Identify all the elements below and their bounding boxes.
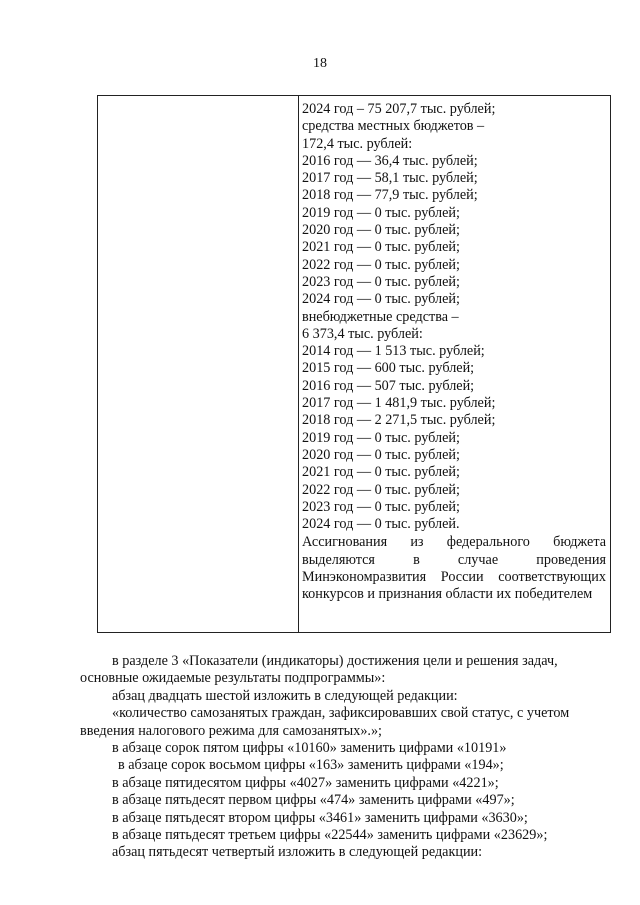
amendment-line: основные ожидаемые результаты подпрограммы»:	[80, 670, 386, 687]
amendment-line: в абзаце пятьдесят первом цифры «474» заменить цифрами «497»;	[112, 792, 515, 809]
funding-line: 2018 год — 77,9 тыс. рублей;	[302, 187, 478, 204]
funding-line: 2023 год — 0 тыс. рублей;	[302, 498, 460, 515]
federal-budget-note: Ассигнования из федерального бюджета выделяются в случае проведения Минэкономразвития России соответствующих конкурсов и признания области их победителем	[302, 534, 606, 603]
funding-line: 2024 год — 0 тыс. рублей.	[302, 516, 460, 533]
funding-line: 2020 год — 0 тыс. рублей;	[302, 446, 460, 463]
amendment-line: «количество самозанятых граждан, зафиксировавших свой статус, с учетом	[112, 705, 570, 722]
amendment-line: абзац пятьдесят четвертый изложить в следующей редакции:	[112, 844, 483, 861]
table-column-divider	[298, 96, 299, 632]
funding-line: внебюджетные средства –	[302, 308, 459, 325]
funding-line: 2020 год — 0 тыс. рублей;	[302, 222, 460, 239]
table-right-cell	[302, 101, 606, 604]
funding-line: 2021 год — 0 тыс. рублей;	[302, 464, 460, 481]
funding-line: 2024 год — 0 тыс. рублей;	[302, 291, 460, 308]
funding-line: средства местных бюджетов –	[302, 118, 485, 135]
funding-line: 2016 год — 507 тыс. рублей;	[302, 377, 475, 394]
funding-line: 2017 год — 1 481,9 тыс. рублей;	[302, 395, 496, 412]
funding-line: 2014 год — 1 513 тыс. рублей;	[302, 343, 485, 360]
amendment-line: абзац двадцать шестой изложить в следующей редакции:	[112, 687, 458, 704]
amendment-line: в разделе 3 «Показатели (индикаторы) достижения цели и решения задач,	[112, 653, 558, 669]
funding-line: 2022 год — 0 тыс. рублей;	[302, 256, 460, 273]
funding-line: 2024 год – 75 207,7 тыс. рублей;	[302, 101, 496, 117]
funding-line: 2021 год — 0 тыс. рублей;	[302, 239, 460, 256]
funding-line: 2017 год — 58,1 тыс. рублей;	[302, 170, 478, 187]
funding-line: 2022 год — 0 тыс. рублей;	[302, 481, 460, 498]
amendment-line: в абзаце пятидесятом цифры «4027» заменить цифрами «4221»;	[112, 774, 499, 791]
funding-line: 172,4 тыс. рублей:	[302, 135, 413, 152]
funding-line: 2016 год — 36,4 тыс. рублей;	[302, 152, 478, 169]
program-table	[97, 95, 611, 633]
funding-line: 2023 год — 0 тыс. рублей;	[302, 273, 460, 290]
funding-line: 2015 год — 600 тыс. рублей;	[302, 360, 475, 377]
amendment-line: в абзаце сорок восьмом цифры «163» заменить цифрами «194»;	[118, 757, 504, 774]
funding-line: 2019 год — 0 тыс. рублей;	[302, 429, 460, 446]
page-number: 18	[313, 56, 327, 71]
amendment-line: в абзаце пятьдесят третьем цифры «22544» заменить цифрами «23629»;	[112, 827, 548, 844]
funding-line: 2019 год — 0 тыс. рублей;	[302, 204, 460, 221]
funding-line: 2018 год — 2 271,5 тыс. рублей;	[302, 412, 496, 429]
amendment-text	[80, 653, 620, 862]
funding-line: 6 373,4 тыс. рублей:	[302, 325, 423, 342]
amendment-line: введения налогового режима для самозанятых».»;	[80, 722, 382, 739]
amendment-line: в абзаце сорок пятом цифры «10160» заменить цифрами «10191»	[112, 740, 507, 757]
amendment-line: в абзаце пятьдесят втором цифры «3461» заменить цифрами «3630»;	[112, 809, 528, 826]
